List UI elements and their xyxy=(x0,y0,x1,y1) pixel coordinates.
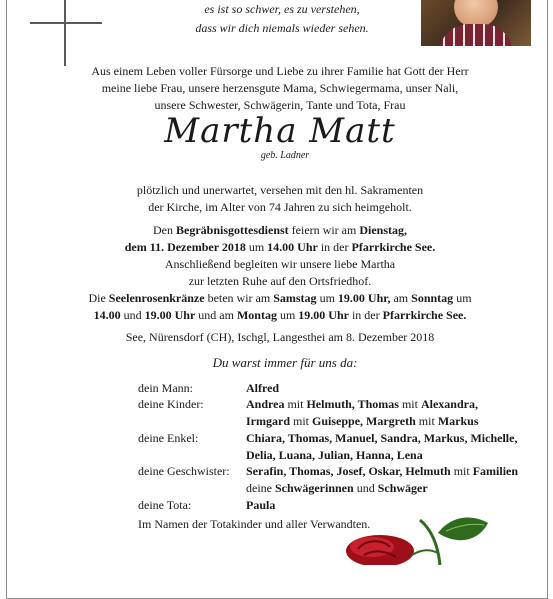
verse-line: es ist so schwer, es zu verstehen, xyxy=(204,2,360,16)
rosary-text xyxy=(62,290,498,324)
death-line: plötzlich und unerwartet, versehen mit den hl. Sakramenten xyxy=(136,183,424,197)
mourner-names: Serafin, Thomas, Josef, Oskar, Helmuth mit Familien deine Schwägerinnen und Schwäger xyxy=(246,464,519,495)
intro-line: unsere Schwester, Schwägerin, Tante und Tota, Frau xyxy=(154,98,406,112)
death-line: der Kirche, im Alter von 74 Jahren zu sich heimgeholt. xyxy=(148,200,412,214)
intro-text xyxy=(70,63,490,114)
death-text xyxy=(70,182,490,216)
mourner-names: Chiara, Thomas, Manuel, Sandra, Markus, Michelle, Delia, Luana, Julian, Hanna, Lena xyxy=(246,431,518,462)
mourner-label: deine Kinder: xyxy=(138,397,204,411)
intro-line: Aus einem Leben voller Fürsorge und Liebe zu ihrer Familie hat Gott der Herr xyxy=(91,64,469,78)
intro-line: meine liebe Frau, unsere herzensgute Mama, Schwiegermama, unser Nali, xyxy=(101,81,459,95)
mourner-names: Paula xyxy=(246,498,276,512)
section-subtitle: Du warst immer für uns da: xyxy=(212,355,358,370)
funeral-text xyxy=(70,222,490,290)
rosary-line: Die Seelenrosenkränze beten wir am Samstag um 19.00 Uhr, am Sonntag um xyxy=(88,291,472,305)
funeral-line: Den Begräbnisgottesdienst feiern wir am Dienstag, xyxy=(153,223,407,237)
mourner-names: Andrea mit Helmuth, Thomas mit Alexandra, Irmgard mit Guiseppe, Margreth mit Markus xyxy=(246,397,479,428)
portrait-photo xyxy=(421,0,531,46)
mourner-label: dein Mann: xyxy=(138,381,193,395)
mourner-label: deine Tota: xyxy=(138,498,192,512)
funeral-line: zur letzten Ruhe auf den Ortsfriedhof. xyxy=(188,274,372,288)
maiden-name: geb. Ladner xyxy=(260,150,310,161)
closing-line: Im Namen der Totakinder und aller Verwandten. xyxy=(138,517,371,531)
funeral-line: Anschließend begleiten wir unsere liebe Martha xyxy=(164,257,396,271)
place-date: See, Nürensdorf (CH), Ischgl, Langesthei am 8. Dezember 2018 xyxy=(125,330,435,344)
verse-line: dass wir dich niemals wieder sehen. xyxy=(195,21,369,35)
mourner-label: deine Enkel: xyxy=(138,431,199,445)
mourner-label: deine Geschwister: xyxy=(138,464,230,478)
mourner-names: Alfred xyxy=(246,381,280,395)
rose-icon xyxy=(320,505,520,565)
funeral-line: dem 11. Dezember 2018 um 14.00 Uhr in der Pfarrkirche See. xyxy=(124,240,436,254)
rosary-line: 14.00 und 19.00 Uhr und am Montag um 19.00 Uhr in der Pfarrkirche See. xyxy=(93,308,467,322)
verse xyxy=(182,0,382,38)
deceased-name: Martha Matt xyxy=(164,111,396,151)
